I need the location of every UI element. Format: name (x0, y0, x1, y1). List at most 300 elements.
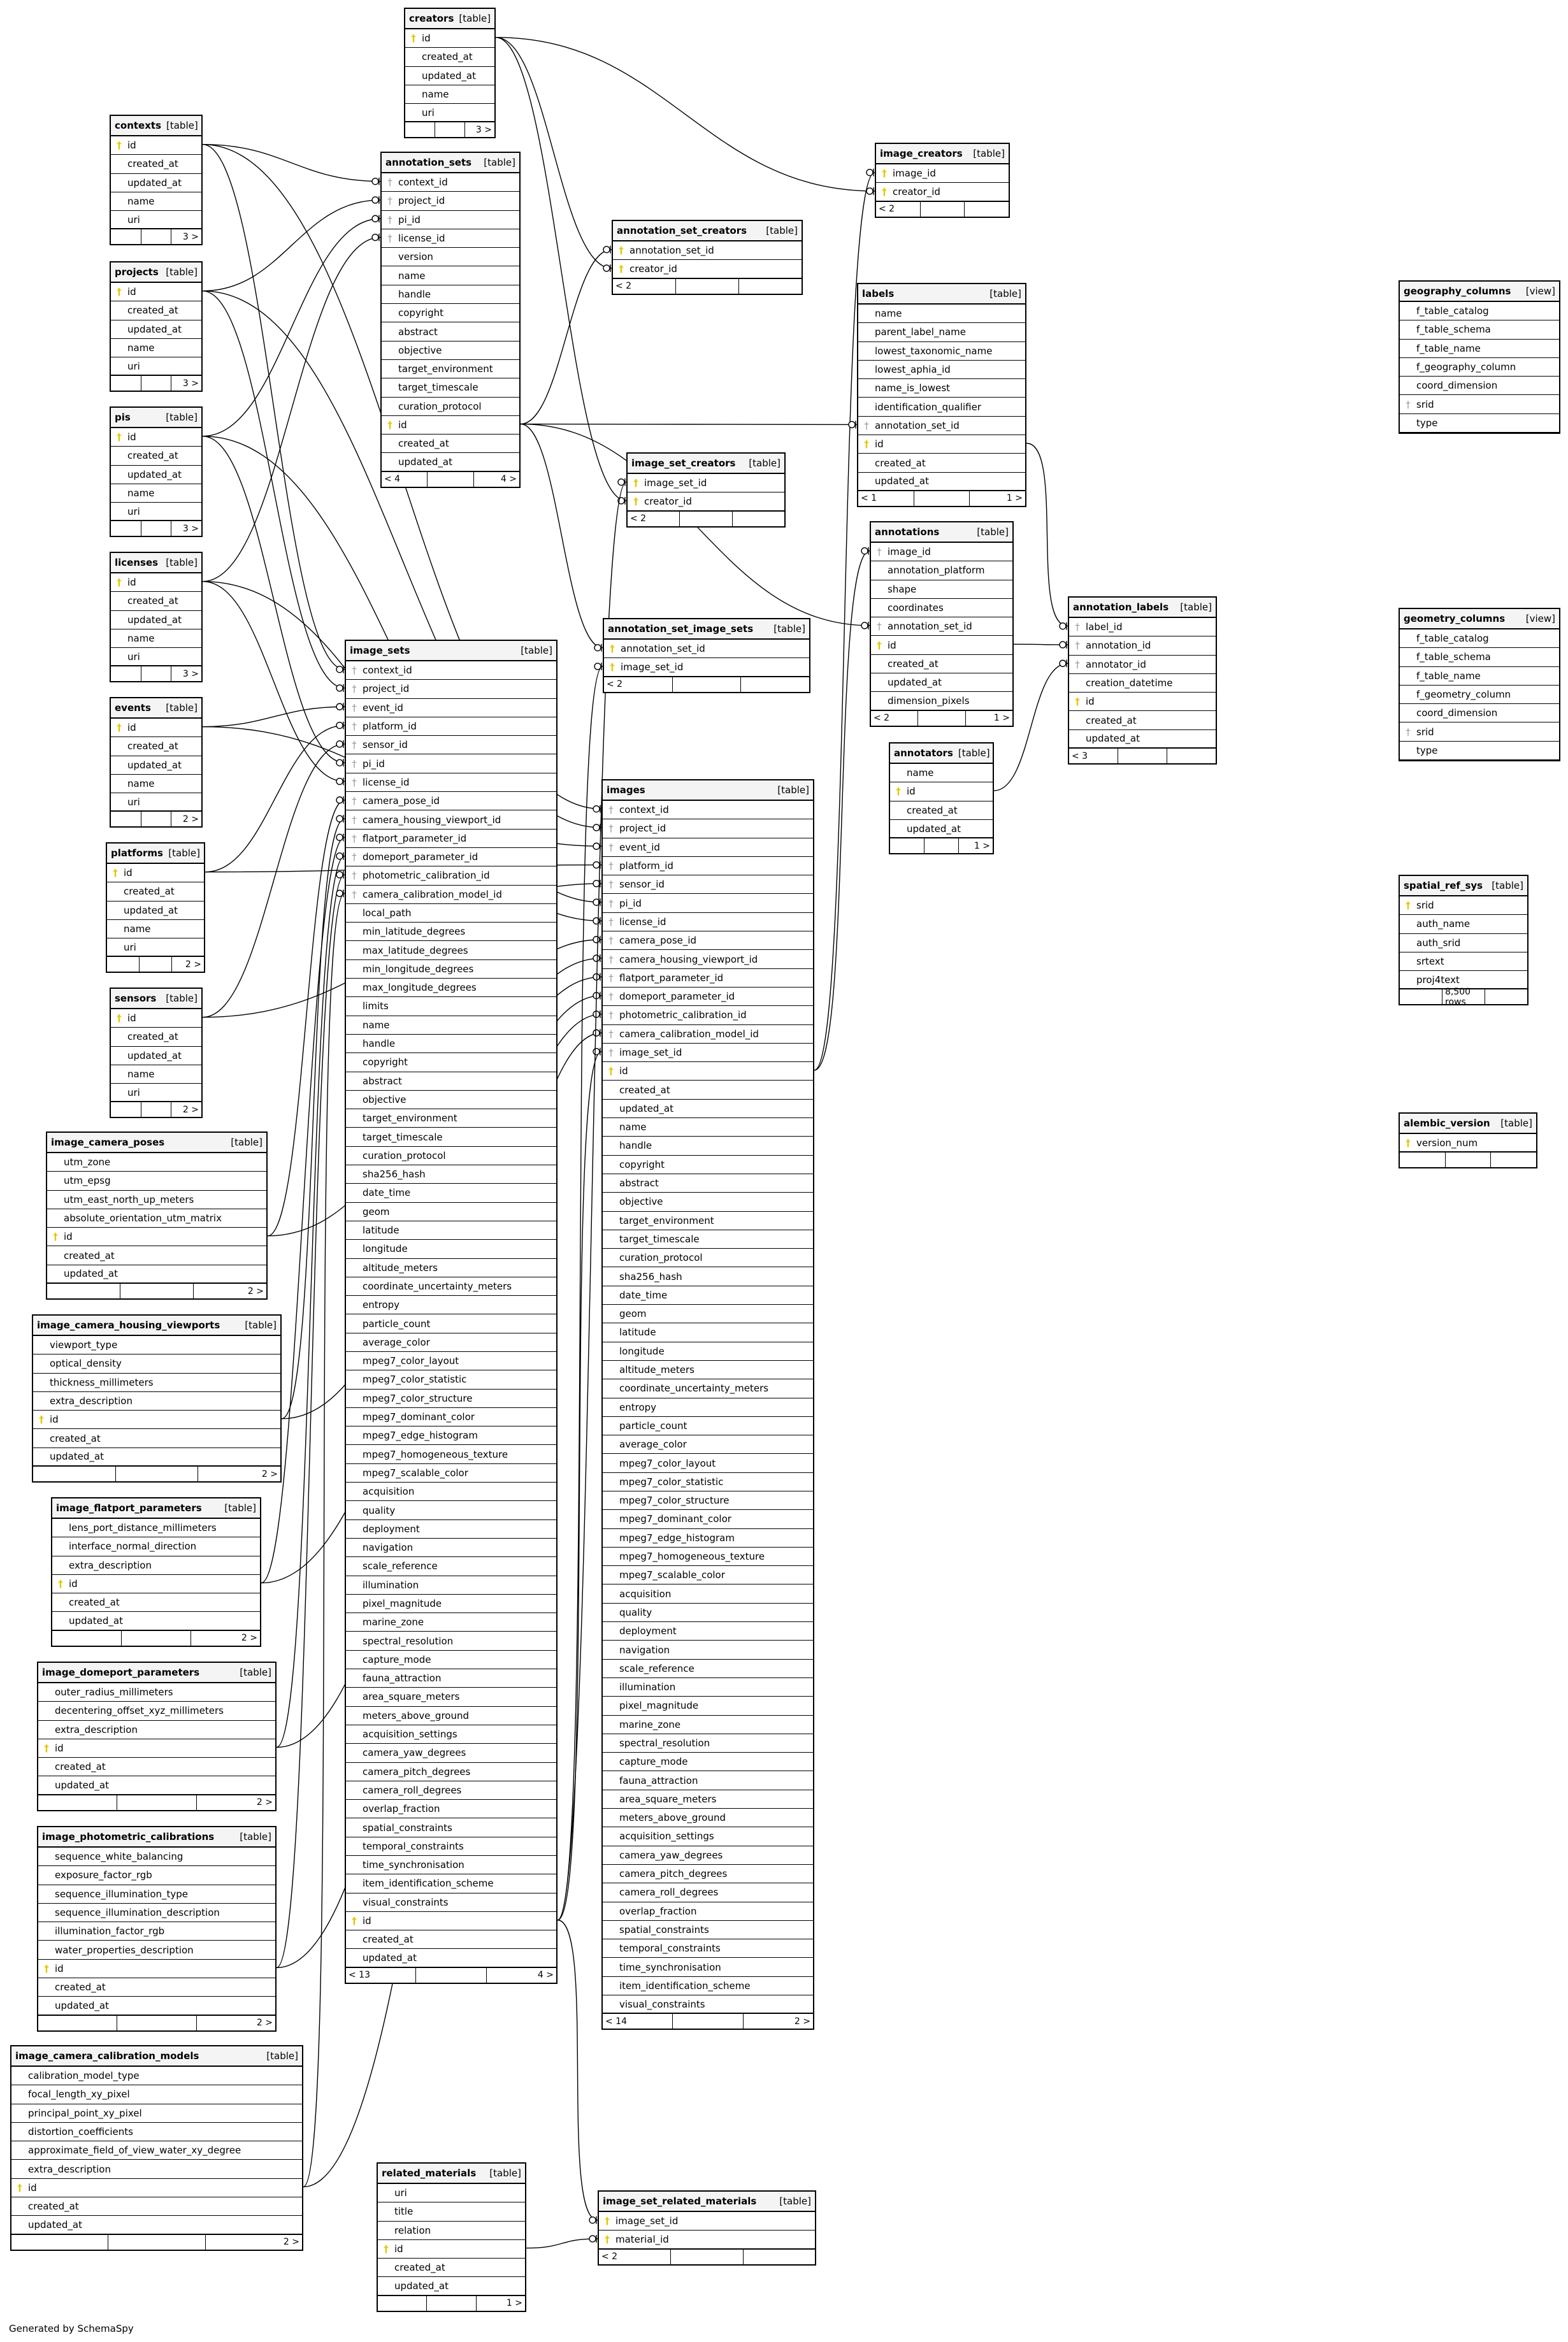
foreign-key-icon: † (608, 841, 614, 853)
column-row (33, 1429, 280, 1448)
foreign-key-icon: † (352, 814, 357, 826)
relationship-line (557, 666, 603, 1920)
primary-key-icon: † (117, 722, 122, 734)
column-name: altitude_meters (363, 1261, 438, 1274)
column-row (346, 1147, 556, 1165)
table-name: annotation_set_image_sets (608, 623, 754, 635)
column-name: name (127, 633, 155, 645)
column-row (111, 174, 201, 192)
column-name: created_at (55, 1761, 106, 1773)
table-footer (111, 1102, 201, 1117)
generated-by-note: Generated by SchemaSpy (9, 2323, 134, 2334)
foreign-key-icon: † (387, 213, 392, 226)
column-name: creation_datetime (1086, 677, 1173, 689)
row-count (918, 711, 965, 726)
column-name: id (398, 419, 407, 431)
column-row (858, 398, 1025, 416)
column-name: updated_at (422, 69, 476, 82)
column-name: id (619, 1065, 628, 1077)
table-image-photometric-calibrations[interactable] (37, 1826, 277, 2032)
table-header (382, 153, 519, 173)
relationship-line (203, 582, 345, 782)
column-name: fauna_attraction (619, 1774, 698, 1786)
relationship-line (496, 38, 875, 191)
column-row (38, 1922, 275, 1941)
relationship-line (526, 2239, 598, 2248)
relationship-line (203, 436, 345, 763)
column-name: created_at (28, 2201, 79, 2213)
column-name: sha256_hash (619, 1270, 682, 1282)
table-geography-columns[interactable] (1399, 280, 1560, 434)
child-count: 2 > (185, 959, 201, 970)
crowfoot-marker (336, 666, 343, 673)
column-row (603, 894, 813, 912)
column-name: lowest_aphia_id (875, 364, 951, 376)
table-image-sets[interactable] (345, 640, 557, 1984)
column-row (599, 2231, 815, 2249)
column-name: uri (127, 650, 140, 663)
column-name: altitude_meters (619, 1364, 694, 1376)
column-name: relation (394, 2224, 431, 2236)
column-row (111, 484, 201, 503)
child-count: 2 > (256, 2018, 273, 2029)
column-name: target_timescale (398, 382, 478, 394)
column-name: created_at (363, 1934, 414, 1946)
primary-key-icon: † (610, 643, 615, 655)
column-name: image_set_id (615, 2215, 679, 2227)
table-annotation-labels[interactable] (1068, 596, 1217, 765)
table-name: projects (115, 266, 159, 278)
primary-key-icon: † (610, 661, 615, 673)
column-name: uri (127, 796, 140, 808)
table-footer (890, 838, 993, 853)
column-name: meters_above_ground (363, 1709, 469, 1721)
column-row (346, 979, 556, 997)
column-row (890, 782, 993, 801)
column-name: srid (1416, 900, 1434, 912)
table-footer (871, 711, 1012, 726)
table-annotation-sets[interactable] (380, 152, 521, 488)
foreign-key-icon: † (877, 621, 882, 633)
column-name: exposure_factor_rgb (55, 1869, 152, 1881)
column-name: name (127, 342, 155, 354)
relationship-line (203, 238, 380, 582)
column-row (871, 617, 1012, 636)
column-row (871, 655, 1012, 673)
table-footer (107, 957, 204, 972)
column-row (871, 580, 1012, 599)
column-name: particle_count (363, 1318, 431, 1330)
column-row (1400, 915, 1527, 933)
column-row (111, 793, 201, 812)
foreign-key-icon: † (352, 795, 357, 807)
column-row (603, 1529, 813, 1548)
column-name: longitude (619, 1345, 665, 1357)
table-spatial-ref-sys[interactable] (1399, 875, 1528, 1005)
foreign-key-icon: † (352, 683, 357, 695)
column-row (1400, 896, 1527, 915)
foreign-key-icon: † (352, 832, 357, 844)
table-footer (111, 521, 201, 536)
column-name: camera_roll_degrees (619, 1886, 719, 1899)
column-name: sensor_id (619, 879, 665, 891)
child-count: 2 > (241, 1633, 257, 1644)
table-name: image_set_creators (631, 457, 736, 469)
column-name: created_at (394, 2262, 445, 2274)
column-row (111, 648, 201, 666)
table-name: annotators (894, 747, 953, 759)
column-row (346, 1053, 556, 1072)
column-name: domeport_parameter_id (363, 851, 478, 863)
column-name: marine_zone (363, 1616, 424, 1628)
primary-key-icon: † (411, 32, 416, 45)
table-image-camera-housing-viewports[interactable] (32, 1314, 282, 1483)
primary-key-icon: † (113, 867, 118, 879)
column-name: camera_pose_id (363, 795, 440, 807)
column-name: annotation_set_id (888, 621, 972, 633)
table-footer (603, 2014, 813, 2029)
column-row (346, 1370, 556, 1389)
table-header (111, 989, 201, 1009)
table-kind: [table] (166, 557, 198, 568)
table-header (107, 844, 204, 864)
column-row (1400, 302, 1559, 320)
table-image-camera-poses[interactable] (46, 1131, 268, 1300)
column-row (346, 1259, 556, 1277)
table-annotation-set-image-sets[interactable] (603, 618, 810, 693)
column-row (47, 1191, 266, 1209)
column-name: illumination (363, 1579, 419, 1591)
column-row (346, 1837, 556, 1856)
column-name: handle (619, 1140, 652, 1152)
column-name: annotation_set_id (875, 419, 960, 431)
foreign-key-icon: † (352, 776, 357, 788)
column-name: camera_housing_viewport_id (363, 814, 501, 826)
column-name: marine_zone (619, 1718, 681, 1730)
column-name: parent_label_name (875, 326, 966, 338)
foreign-key-icon: † (608, 972, 614, 984)
crowfoot-marker (336, 890, 343, 896)
table-image-camera-calibration-models[interactable] (10, 2045, 303, 2251)
foreign-key-icon: † (352, 665, 357, 677)
crowfoot-marker (593, 955, 600, 961)
column-name: id (127, 286, 136, 298)
column-row (11, 2197, 302, 2216)
column-row (346, 699, 556, 717)
column-row (346, 1501, 556, 1519)
column-name: extra_description (28, 2163, 111, 2175)
column-row (346, 1893, 556, 1912)
column-name: f_table_schema (1416, 324, 1491, 336)
crowfoot-marker (1060, 642, 1066, 648)
table-name: platforms (111, 847, 163, 859)
column-name: camera_pose_id (619, 935, 697, 947)
column-name: id (127, 431, 136, 443)
table-name: geography_columns (1404, 285, 1511, 297)
table-footer (38, 2016, 275, 2030)
column-name: flatport_parameter_id (619, 972, 724, 984)
column-row (11, 2160, 302, 2178)
foreign-key-icon: † (608, 1047, 614, 1058)
column-name: f_table_name (1416, 670, 1481, 682)
parent-count: < 13 (346, 1968, 416, 1983)
crowfoot-marker (593, 880, 600, 887)
child-count: 2 > (182, 1104, 199, 1115)
child-count (739, 279, 802, 294)
column-row (111, 573, 201, 592)
column-row (603, 1958, 813, 1976)
column-row (603, 1100, 813, 1118)
column-row (890, 764, 993, 782)
column-name: navigation (619, 1644, 670, 1656)
column-row (47, 1172, 266, 1190)
column-row (38, 1978, 275, 1997)
column-row (603, 857, 813, 875)
table-contexts[interactable] (110, 115, 203, 245)
relationship-line (521, 424, 857, 425)
column-name: f_geometry_column (1416, 689, 1511, 701)
table-kind: [table] (245, 1319, 277, 1331)
column-name: created_at (64, 1249, 115, 1261)
column-name: capture_mode (363, 1653, 431, 1665)
column-name: annotator_id (1086, 658, 1146, 670)
table-events[interactable] (110, 697, 203, 828)
column-row (1400, 952, 1527, 971)
column-row (603, 1491, 813, 1510)
table-annotators[interactable] (889, 742, 994, 854)
column-row (346, 680, 556, 698)
column-name: sensor_id (363, 739, 408, 751)
table-kind: [table] (973, 148, 1005, 159)
table-pis[interactable] (110, 406, 203, 537)
table-platforms[interactable] (106, 842, 205, 973)
column-row (1069, 730, 1216, 749)
column-row (346, 1949, 556, 1967)
table-header (47, 1133, 266, 1153)
table-name: annotation_sets (385, 157, 472, 168)
column-row (346, 1221, 556, 1240)
crowfoot-marker (372, 178, 378, 185)
column-row (603, 1790, 813, 1809)
table-image-flatport-parameters[interactable] (51, 1497, 261, 1647)
child-count: 3 > (182, 668, 199, 679)
column-row (1400, 629, 1559, 648)
column-name: item_identification_scheme (363, 1878, 494, 1890)
table-images[interactable] (601, 779, 814, 2030)
column-name: abstract (363, 1075, 402, 1087)
child-count: 2 > (182, 814, 199, 824)
child-count (744, 2250, 815, 2264)
parent-count (1400, 1153, 1446, 1167)
column-row (346, 997, 556, 1016)
column-name: id (127, 722, 136, 734)
relationship-line (203, 200, 380, 291)
table-kind: [table] (766, 225, 798, 236)
relationship-line (303, 893, 345, 2187)
column-name: camera_yaw_degrees (363, 1747, 466, 1759)
table-kind: [table] (166, 993, 198, 1004)
primary-key-icon: † (117, 140, 122, 152)
column-name: mpeg7_color_statistic (619, 1476, 724, 1488)
relationship-line (203, 707, 345, 726)
column-name: thickness_millimeters (50, 1376, 154, 1388)
column-name: fauna_attraction (363, 1672, 442, 1685)
table-header (111, 408, 201, 428)
row-count (120, 1284, 194, 1298)
column-name: context_id (363, 665, 412, 677)
column-row (111, 339, 201, 357)
child-count: 3 > (182, 231, 199, 242)
table-kind: [table] (240, 1831, 271, 1843)
table-header (890, 744, 993, 764)
table-geometry-columns[interactable] (1399, 608, 1560, 761)
column-name: max_latitude_degrees (363, 944, 468, 956)
column-name: camera_yaw_degrees (619, 1849, 723, 1861)
crowfoot-marker (336, 759, 343, 766)
column-name: lowest_taxonomic_name (875, 345, 993, 357)
table-header (1400, 282, 1559, 302)
table-labels[interactable] (857, 283, 1026, 507)
table-creators[interactable] (404, 8, 496, 138)
column-row (603, 1249, 813, 1267)
crowfoot-marker (861, 622, 868, 629)
column-name: sequence_illumination_description (55, 1907, 220, 1919)
column-name: optical_density (50, 1358, 122, 1370)
column-name: updated_at (127, 1049, 182, 1061)
table-kind: [table] (521, 645, 552, 656)
table-image-set-related-materials[interactable] (598, 2190, 816, 2266)
column-name: f_table_name (1416, 342, 1481, 354)
column-row (382, 229, 519, 248)
column-name: geom (619, 1308, 647, 1320)
row-count (141, 812, 172, 826)
table-alembic-version[interactable] (1399, 1112, 1537, 1168)
column-name: updated_at (127, 468, 182, 480)
table-header (628, 454, 784, 474)
column-row (405, 85, 494, 104)
column-row (11, 2085, 302, 2104)
column-row (111, 155, 201, 173)
column-row (111, 136, 201, 155)
table-name: events (115, 702, 151, 714)
foreign-key-icon: † (1406, 726, 1411, 738)
relationship-line (814, 551, 870, 1070)
column-row (858, 454, 1025, 472)
column-name: abstract (398, 326, 438, 338)
column-row (1400, 648, 1559, 666)
column-name: created_at (127, 595, 178, 607)
table-licenses[interactable] (110, 552, 203, 682)
column-name: max_longitude_degrees (363, 982, 477, 994)
column-name: pixel_magnitude (619, 1700, 699, 1712)
column-row (1400, 1134, 1536, 1153)
table-name: labels (862, 288, 895, 299)
table-related-materials[interactable] (377, 2162, 526, 2312)
foreign-key-icon: † (352, 701, 357, 714)
column-row (1400, 395, 1559, 413)
column-row (47, 1265, 266, 1284)
table-footer (599, 2250, 815, 2264)
crowfoot-marker (593, 824, 600, 831)
table-header (876, 144, 1009, 164)
primary-key-icon: † (1406, 900, 1411, 912)
column-name: abstract (619, 1177, 659, 1189)
column-name: geom (363, 1205, 390, 1218)
column-name: version_num (1416, 1137, 1478, 1149)
table-name: pis (115, 412, 131, 423)
table-annotation-set-creators[interactable] (612, 220, 803, 295)
column-row (1400, 686, 1559, 704)
column-name: id (394, 2243, 403, 2255)
column-row (111, 357, 201, 376)
column-row (603, 913, 813, 931)
primary-key-icon: † (619, 262, 624, 275)
table-annotations[interactable] (870, 521, 1014, 727)
table-name: annotations (875, 526, 940, 538)
parent-count: < 4 (382, 472, 428, 487)
column-row (382, 304, 519, 322)
column-name: updated_at (127, 759, 182, 771)
column-row (107, 882, 204, 901)
column-name: name (127, 196, 155, 208)
column-row (38, 1997, 275, 2015)
table-kind: [table] (224, 1502, 256, 1514)
column-name: created_at (127, 740, 178, 752)
child-count: 2 > (283, 2237, 299, 2248)
column-name: coord_dimension (1416, 380, 1498, 392)
column-row (1400, 320, 1559, 339)
column-name: objective (619, 1196, 663, 1208)
table-projects[interactable] (110, 261, 203, 392)
column-name: uri (127, 360, 140, 372)
column-row (11, 2067, 302, 2085)
column-row (603, 1435, 813, 1454)
column-row (382, 285, 519, 304)
primary-key-icon: † (387, 419, 392, 431)
column-row (603, 1398, 813, 1417)
column-row (603, 1584, 813, 1603)
column-name: copyright (619, 1158, 665, 1170)
table-sensors[interactable] (110, 988, 203, 1118)
column-name: spectral_resolution (363, 1635, 454, 1647)
column-name: creator_id (629, 262, 677, 275)
parent-count: < 2 (628, 512, 680, 526)
table-image-set-creators[interactable] (626, 452, 786, 528)
column-name: handle (398, 288, 431, 300)
column-name: platform_id (619, 860, 673, 872)
table-header (1069, 598, 1216, 618)
column-row (38, 1758, 275, 1776)
column-row (111, 211, 201, 229)
parent-count (38, 2016, 117, 2030)
column-row (1069, 693, 1216, 711)
crowfoot-marker (336, 797, 343, 803)
table-image-domeport-parameters[interactable] (37, 1662, 277, 1811)
column-row (1400, 742, 1559, 760)
column-name: f_table_catalog (1416, 633, 1489, 645)
column-row (111, 320, 201, 339)
table-image-creators[interactable] (875, 143, 1010, 218)
column-name: temporal_constraints (363, 1840, 464, 1852)
column-row (111, 283, 201, 301)
column-name: handle (363, 1038, 396, 1050)
column-name: id (69, 1578, 78, 1590)
column-row (346, 1314, 556, 1333)
column-name: created_at (875, 457, 926, 469)
column-name: annotation_set_id (621, 643, 705, 655)
column-name: updated_at (64, 1268, 118, 1280)
column-name: quality (619, 1606, 652, 1618)
